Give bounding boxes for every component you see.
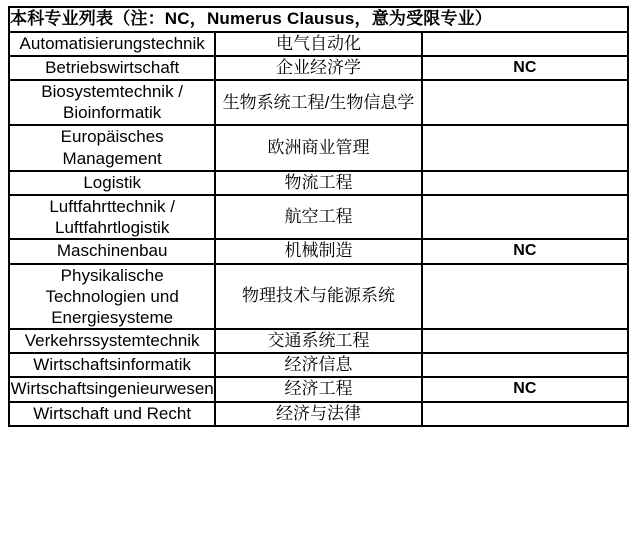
nc-flag [422,195,628,240]
table-row [9,171,628,195]
major-name-zh: 经济信息 [215,353,421,377]
table-row [9,402,628,426]
major-name-de: Luftfahrttechnik / Luftfahrtlogistik [9,195,215,240]
major-name-de: Wirtschaft und Recht [9,402,215,426]
table-title: 本科专业列表（注：NC，Numerus Clausus，意为受限专业） [9,7,628,32]
nc-flag [422,329,628,353]
major-name-zh: 电气自动化 [215,32,421,56]
major-name-zh: 机械制造 [215,239,421,263]
bachelor-majors-table [8,6,629,427]
major-name-de: Verkehrssystemtechnik [9,329,215,353]
major-name-zh: 经济与法律 [215,402,421,426]
major-name-de: Betriebswirtschaft [9,56,215,80]
table-row [9,239,628,263]
nc-flag: NC [422,239,628,263]
nc-flag [422,353,628,377]
major-name-de: Wirtschaftsinformatik [9,353,215,377]
nc-flag [422,402,628,426]
nc-flag [422,125,628,171]
major-name-zh: 物流工程 [215,171,421,195]
major-name-zh: 航空工程 [215,195,421,240]
table-row [9,32,628,56]
table-row [9,80,628,125]
table-row [9,125,628,171]
major-name-zh: 企业经济学 [215,56,421,80]
table-row [9,56,628,80]
major-name-zh: 交通系统工程 [215,329,421,353]
major-name-zh: 经济工程 [215,377,421,401]
table-row [9,264,628,330]
table-row [9,377,628,401]
nc-flag: NC [422,56,628,80]
major-name-de: Logistik [9,171,215,195]
major-name-de: Automatisierungstechnik [9,32,215,56]
nc-flag: NC [422,377,628,401]
nc-flag [422,171,628,195]
major-name-de: Maschinenbau [9,239,215,263]
nc-flag [422,264,628,330]
table-row [9,195,628,240]
table-row [9,353,628,377]
major-name-zh: 生物系统工程/生物信息学 [215,80,421,125]
nc-flag [422,32,628,56]
major-name-de: Europäisches Management [9,125,215,171]
table-row [9,329,628,353]
major-name-de: Wirtschaftsingenieurwesen [9,377,215,401]
major-name-de: Biosystemtechnik / Bioinformatik [9,80,215,125]
major-name-zh: 欧洲商业管理 [215,125,421,171]
major-name-zh: 物理技术与能源系统 [215,264,421,330]
table-title-row [9,7,628,32]
major-name-de: Physikalische Technologien und Energiesysteme [9,264,215,330]
table-body [9,7,628,426]
nc-flag [422,80,628,125]
